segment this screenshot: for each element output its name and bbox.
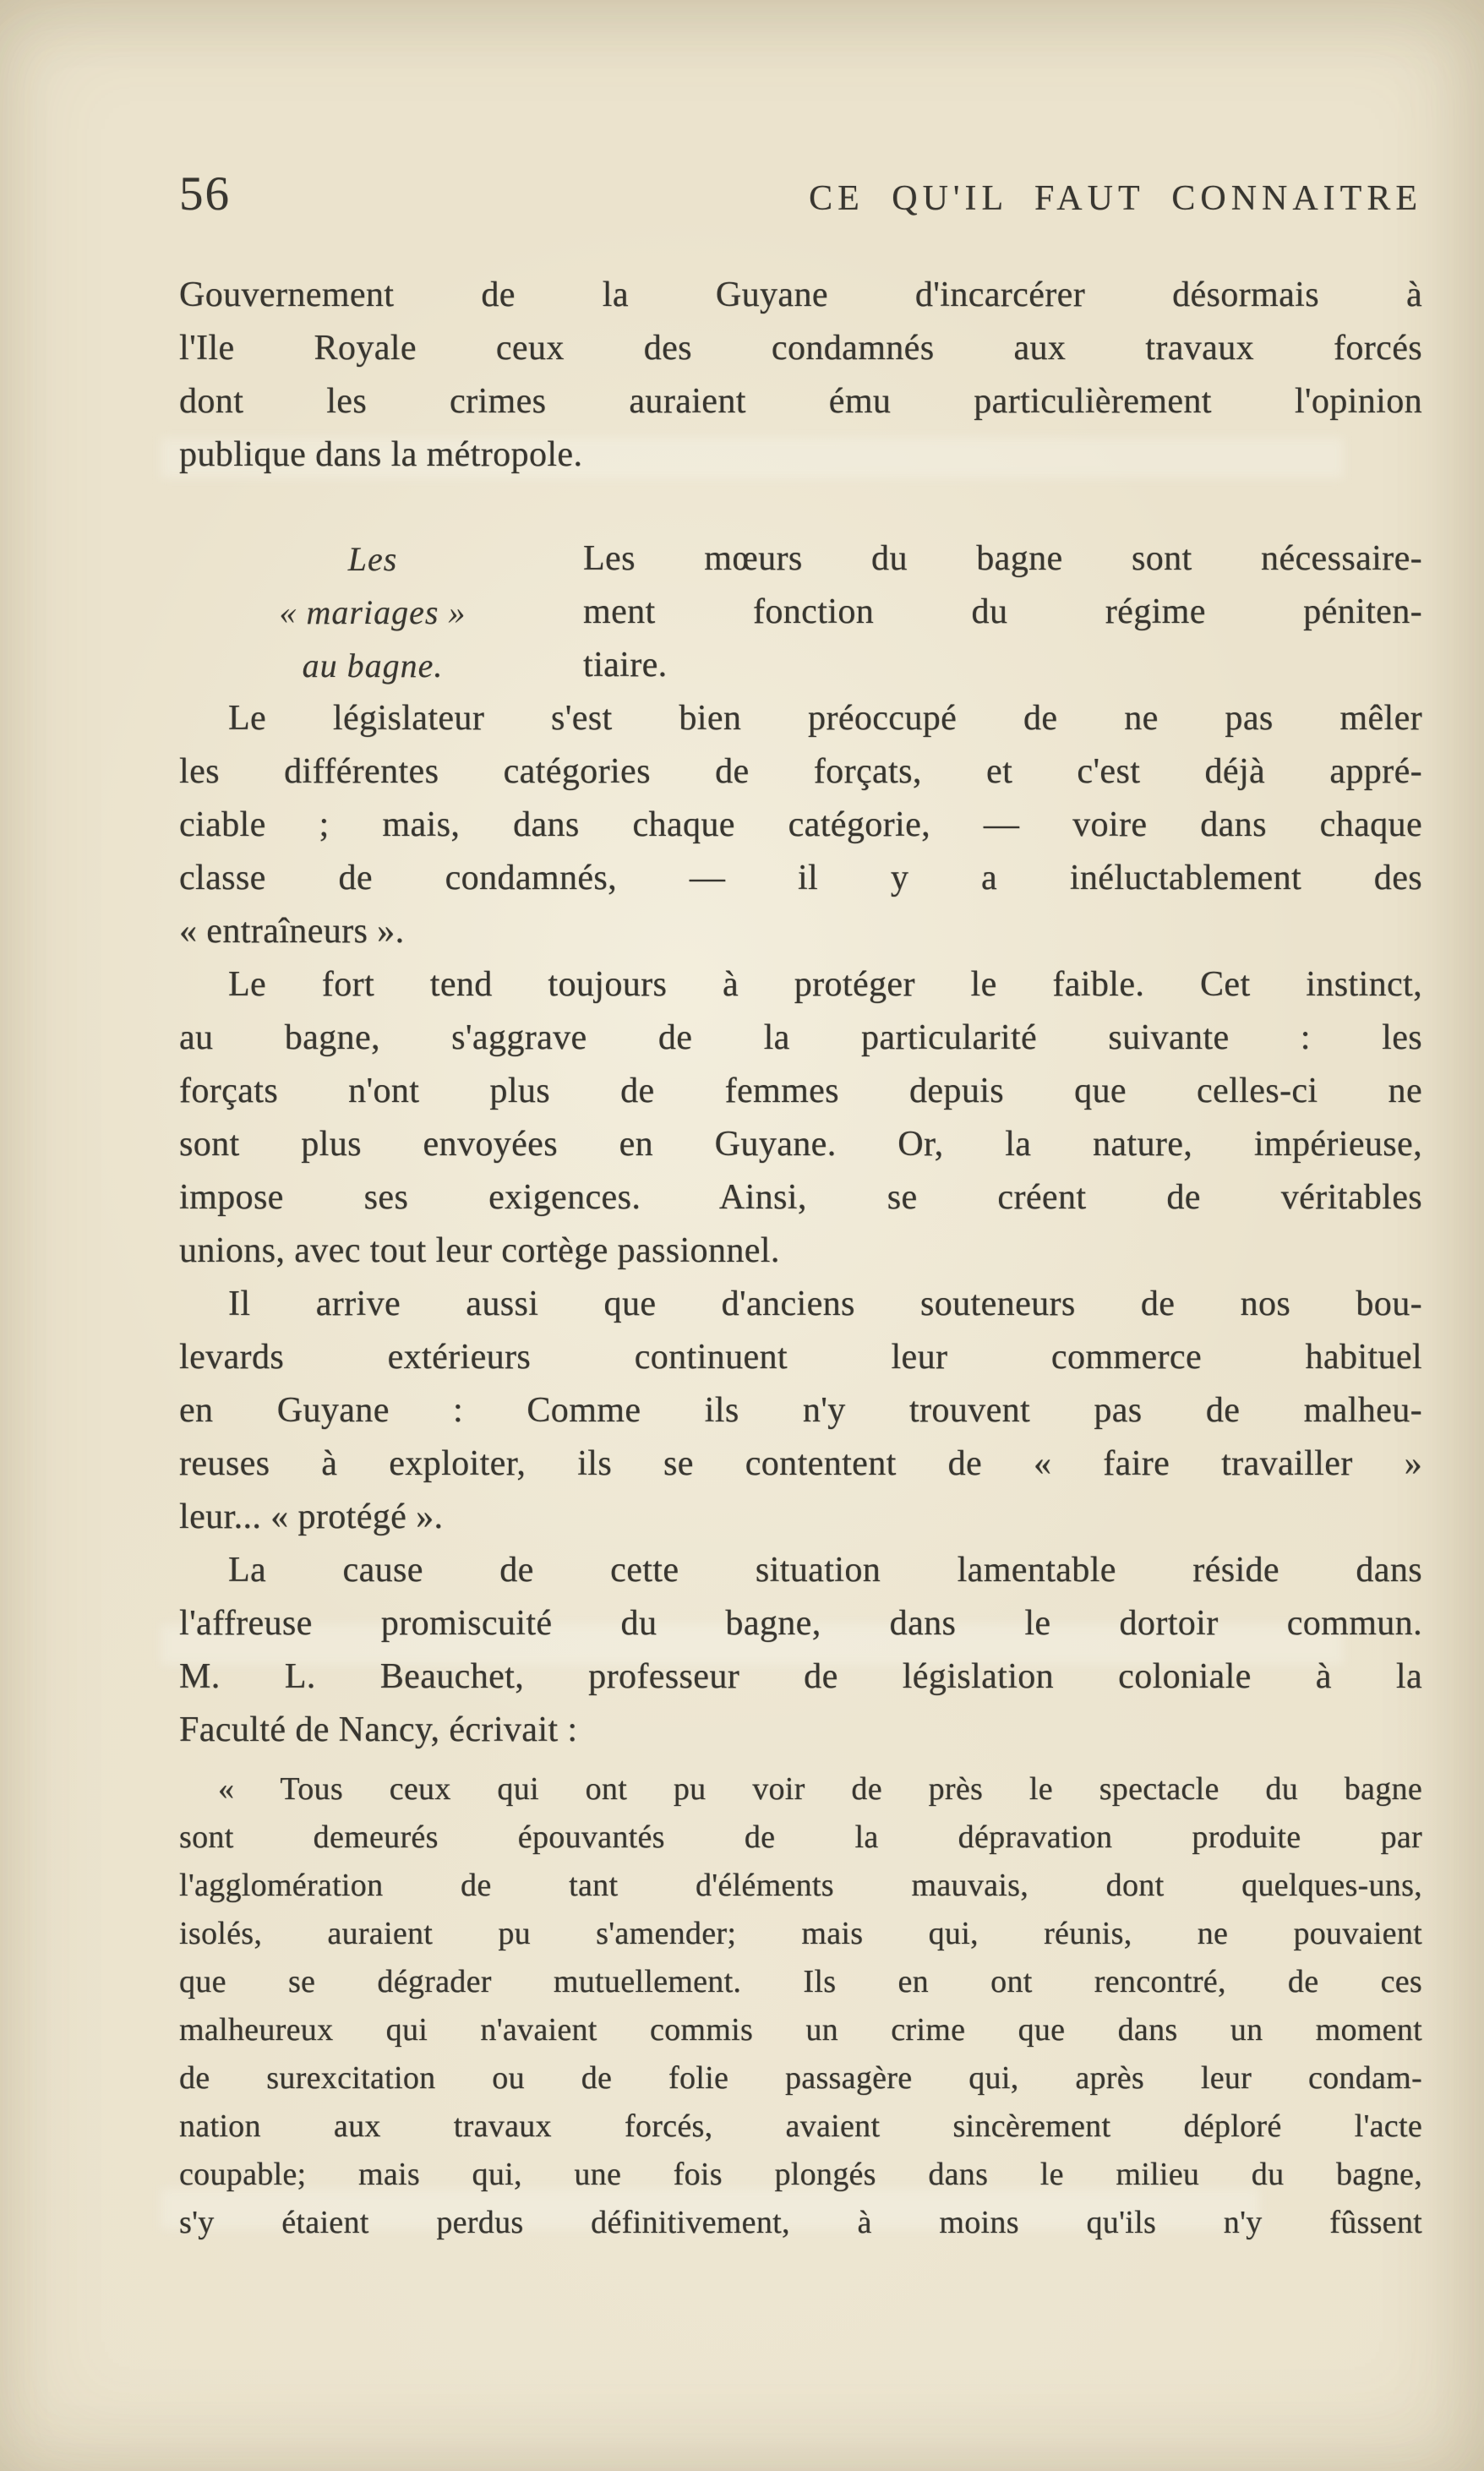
paragraph [179,958,1422,1278]
text-line: Les mœurs du bagne sont nécessaire- [583,539,1422,578]
text-line: impose ses exigences. Ainsi, se créent de véritables [179,1178,1422,1217]
page-number: 56 [179,167,231,221]
block-quote [179,1765,1422,2247]
text-line: sont plus envoyées en Guyane. Or, la nature, impérieuse, [179,1125,1422,1164]
page-body [179,269,1422,2247]
text-line: publique dans la métropole. [179,435,583,474]
text-line: « Tous ceux qui ont pu voir de près le spectacle du bagne [218,1771,1422,1807]
page-header [179,169,1422,224]
text-line: Le fort tend toujours à protéger le faible. Cet instinct, [228,965,1422,1004]
text-line: ciable ; mais, dans chaque catégorie, — voire dans chaque [179,805,1422,844]
text-line: forçats n'ont plus de femmes depuis que celles-ci ne [179,1072,1422,1110]
sidenote-label [179,532,566,692]
text-line: M. L. Beauchet, professeur de législation coloniale à la [179,1657,1422,1696]
text-line: l'affreuse promiscuité du bagne, dans le dortoir commun. [179,1604,1422,1643]
text-line: isolés, auraient pu s'amender; mais qui, réunis, ne pouvaient [179,1916,1422,1951]
text-line: l'agglomération de tant d'éléments mauvais, dont quelques-uns, [179,1868,1422,1903]
paragraph [179,692,1422,958]
text-line: Il arrive aussi que d'anciens souteneurs de nos bou- [228,1285,1422,1323]
sidenote-text-column [566,532,1422,692]
text-line: Gouvernement de la Guyane d'incarcérer désormais à [179,275,1422,314]
paragraph [179,1544,1422,1757]
text-line: au bagne, s'aggrave de la particularité suivante : les [179,1018,1422,1057]
text-line: Faculté de Nancy, écrivait : [179,1710,578,1749]
text-line: Le législateur s'est bien préoccupé de ne pas mêler [228,699,1422,738]
paragraph [179,269,1422,482]
text-line: « entraîneurs ». [179,912,405,951]
sidenote-line: « mariages » [279,593,466,631]
text-line: que se dégrader mutuellement. Ils en ont rencontré, de ces [179,1964,1422,1999]
sidenote-line: au bagne. [302,646,444,685]
text-line: levards extérieurs continuent leur commerce habituel [179,1338,1422,1377]
text-line: nation aux travaux forcés, avaient sincèrement déploré l'acte [179,2108,1422,2144]
sidenote-line: Les [347,540,398,578]
text-line: en Guyane : Comme ils n'y trouvent pas de malheu- [179,1391,1422,1430]
text-line: sont demeurés épouvantés de la dépravation produite par [179,1819,1422,1855]
running-title: CE QU'IL FAUT CONNAITRE [809,179,1422,218]
text-line: l'Ile Royale ceux des condamnés aux travaux forcés [179,329,1422,368]
paragraph [179,1278,1422,1544]
text-line: classe de condamnés, — il y a inéluctablement des [179,859,1422,897]
text-line: s'y étaient perdus définitivement, à moins qu'ils n'y fûssent [179,2205,1422,2240]
text-line: les différentes catégories de forçats, et c'est déjà appré- [179,752,1422,791]
text-line: malheureux qui n'avaient commis un crime que dans un moment [179,2012,1422,2048]
sidenote-paragraph [179,532,1422,692]
text-line: leur... « protégé ». [179,1497,444,1536]
text-line: unions, avec tout leur cortège passionnel. [179,1231,780,1270]
text-line: dont les crimes auraient ému particulièrement l'opinion [179,382,1422,421]
text-line: tiaire. [583,646,668,685]
text-line: coupable; mais qui, une fois plongés dans le milieu du bagne, [179,2157,1422,2192]
text-line: La cause de cette situation lamentable réside dans [228,1551,1422,1590]
text-line: reuses à exploiter, ils se contentent de « faire travailler » [179,1444,1422,1483]
text-line: de surexcitation ou de folie passagère qui, après leur condam- [179,2060,1422,2096]
text-line: ment fonction du régime péniten- [583,592,1422,631]
